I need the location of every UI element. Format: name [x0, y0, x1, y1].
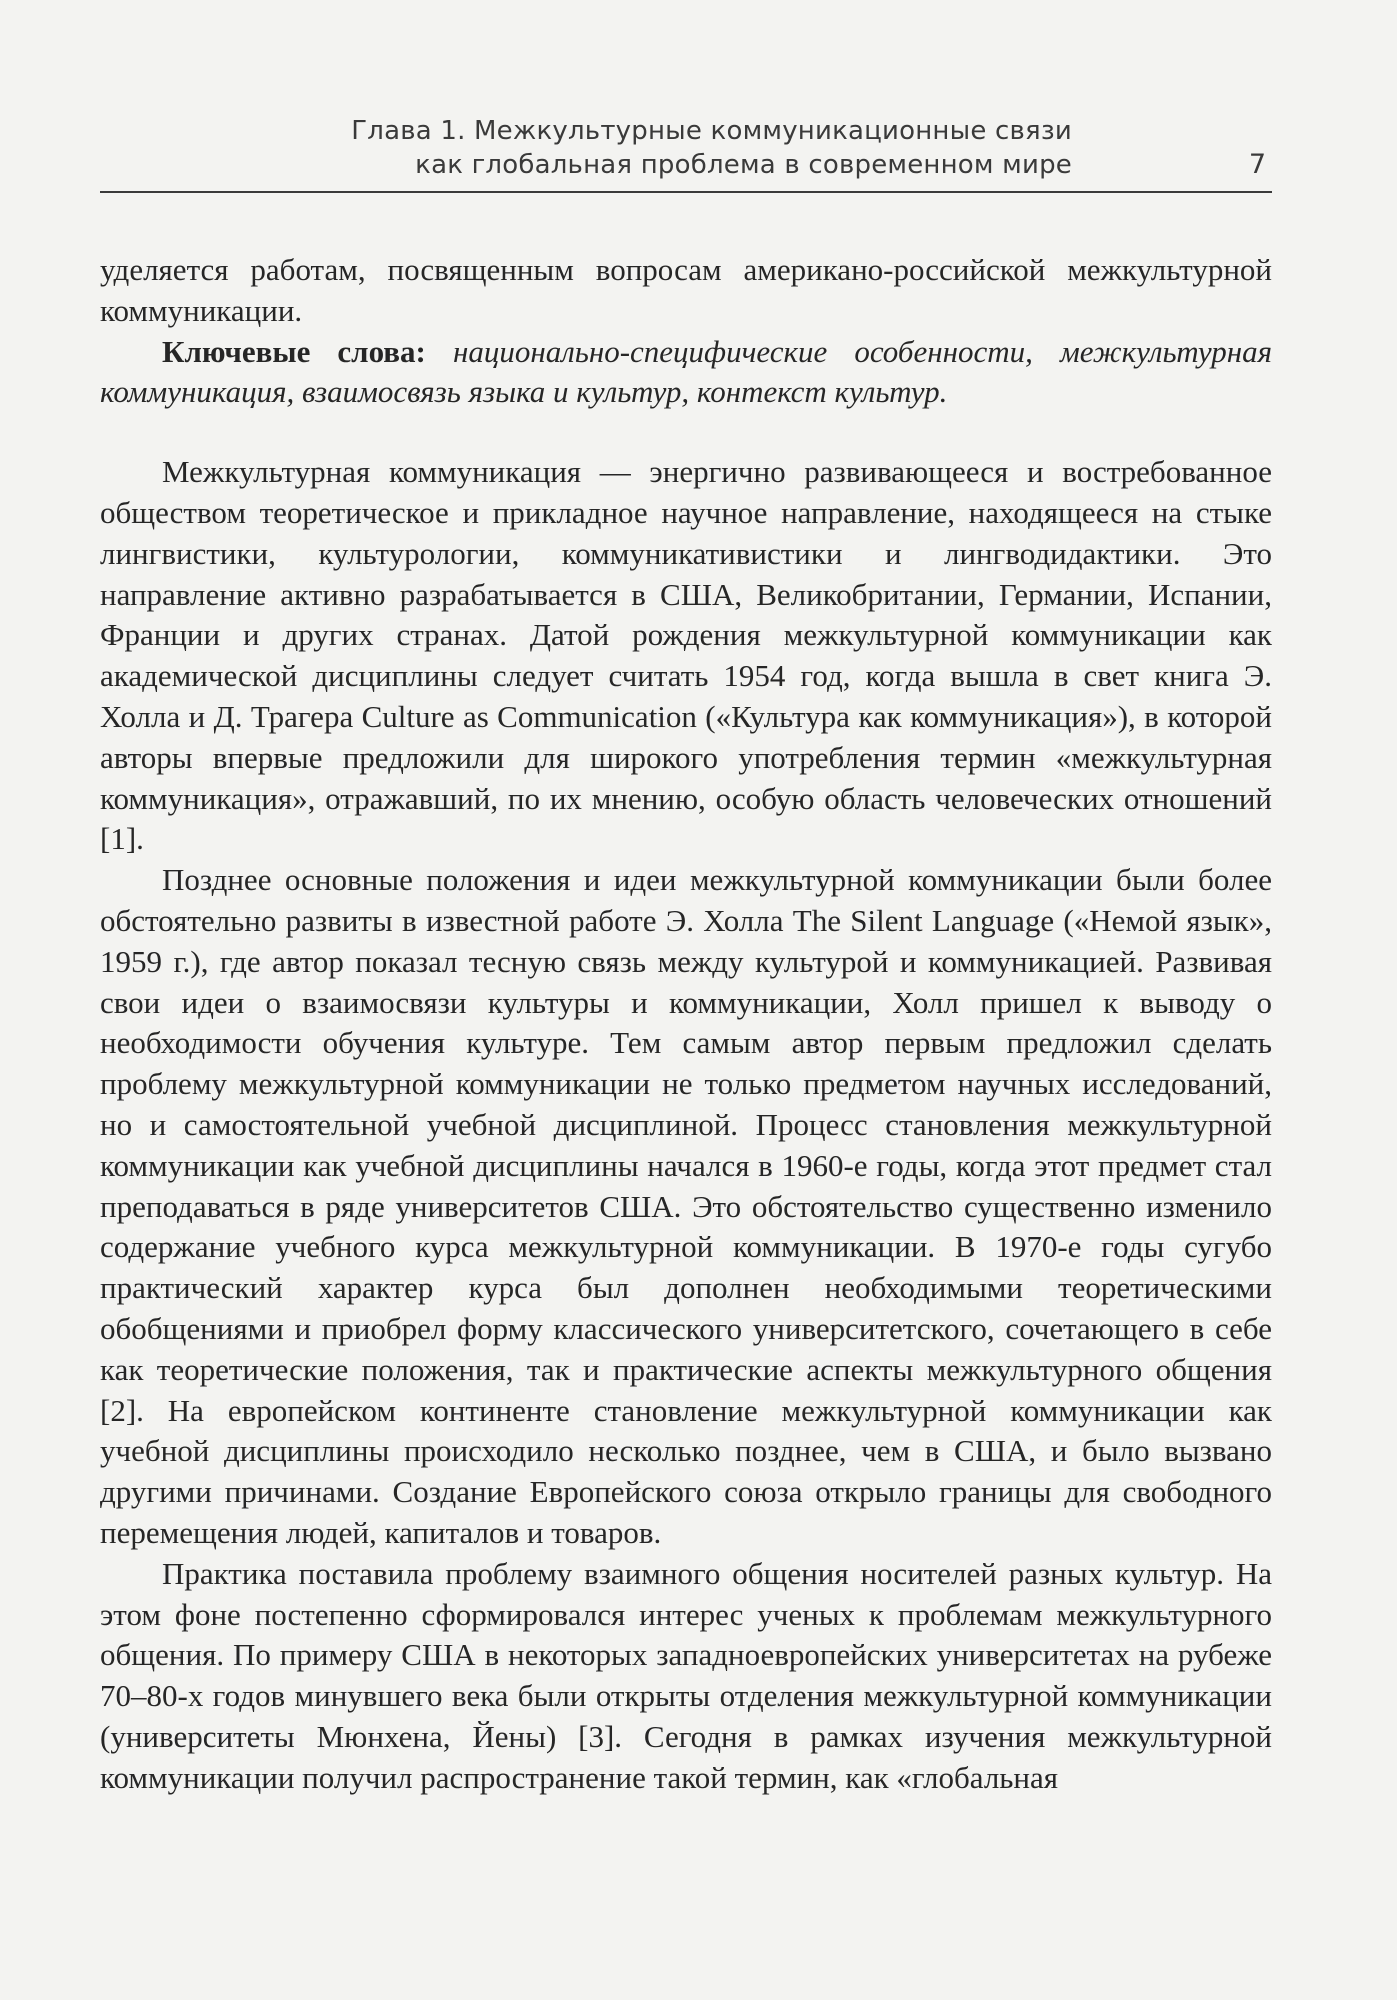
chapter-title: [351, 114, 1072, 182]
section-spacer: [100, 413, 1272, 452]
paragraph-3: Практика поставила проблему взаимного общения носителей разных культур. На этом фоне постепенно сформировался интерес ученых к проблемам межкультурного общения. По примеру США в некоторых западноевропейских университетах на рубеже 70–80-х годов минувшего века были открыты отделения межкультурной коммуникации (университеты Мюнхена, Йены) [3]. Сегодня в рамках изучения межкультурной коммуникации получил распространение такой термин, как «глобальная: [100, 1555, 1272, 1795]
page-number: 7: [1248, 149, 1266, 180]
abstract-continuation: уделяется работам, посвященным вопросам американо-российской межкультурной коммуникации.: [100, 252, 1272, 328]
chapter-title-line-1: Глава 1. Межкультурные коммуникационные связи: [351, 116, 1072, 146]
keywords-line: [100, 332, 1272, 414]
paragraph-1: Межкультурная коммуникация — энергично развивающееся и востребованное обществом теоретическое и прикладное научное направление, находящееся на стыке лингвистики, культурологии, коммуникативистики и лингводидактики. Это направление активно разрабатывается в США, Великобритании, Германии, Испании, Франции и других странах. Датой рождения межкультурной коммуникации как академической дисциплины следует считать 1954 год, когда вышла в свет книга Э. Холла и Д. Трагера Culture as Communication («Культура как коммуникация»), в которой авторы впервые предложили для широкого употребления термин «межкультурная коммуникация», отражавший, по их мнению, особую область человеческих отношений [1].: [100, 454, 1272, 857]
keywords-text: национально-специфические особенности, межкультурная коммуникация, взаимосвязь языка и культур, контекст культур.: [100, 333, 1272, 410]
header-divider: [100, 191, 1272, 193]
paragraph-2: Позднее основные положения и идеи межкультурной коммуникации были более обстоятельно развиты в известной работе Э. Холла The Silent Language («Немой язык», 1959 г.), где автор показал тесную связь между культурой и коммуникацией. Развивая свои идеи о взаимосвязи культуры и коммуникации, Холл пришел к выводу о необходимости обучения культуре. Тем самым автор первым предложил сделать проблему межкультурной коммуникации не только предметом научных исследований, но и самостоятельной учебной дисциплиной. Процесс становления межкультурной коммуникации как учебной дисциплины начался в 1960-е годы, когда этот предмет стал преподаваться в ряде университетов США. Это обстоятельство существенно изменило содержание учебного курса межкультурной коммуникации. В 1970-е годы сугубо практический характер курса был дополнен необходимыми теоретическими обобщениями и приобрел форму классического университетского, сочетающего в себе как теоретические положения, так и практические аспекты межкультурного общения [2]. На европейском континенте становление межкультурной коммуникации как учебной дисциплины происходило несколько позднее, чем в США, и было вызвано другими причинами. Создание Европейского союза открыло границы для свободного перемещения людей, капиталов и товаров.: [100, 862, 1272, 1550]
keywords-label: Ключевые слова:: [162, 333, 426, 369]
page-body: [100, 250, 1272, 1798]
running-header: [100, 108, 1272, 188]
chapter-title-line-2: как глобальная проблема в современном мире: [415, 150, 1072, 180]
